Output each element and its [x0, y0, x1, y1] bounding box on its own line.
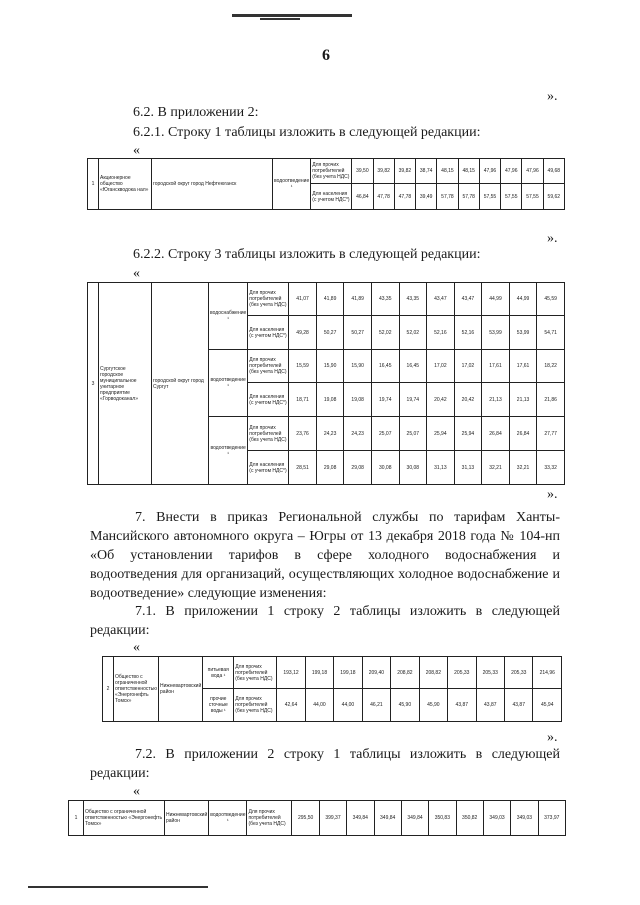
table-cell: 209,40 [362, 657, 390, 689]
paragraph-item-7-2: 7.2. В приложении 2 строку 1 таблицы изложить в следующей редакции: [90, 747, 560, 781]
table-cell: 295,50 [292, 801, 319, 836]
consumer-label: Для населения (с учетом НДС*) [311, 184, 352, 210]
table-cell: 349,03 [511, 801, 538, 836]
scan-artifact [28, 886, 208, 888]
table-cell: 53,99 [509, 316, 537, 350]
table-cell: 57,55 [479, 184, 500, 210]
service: водоснабжение ¹ [209, 283, 248, 350]
table-cell: 17,61 [482, 350, 510, 383]
consumer-label: Для населения (с учетом НДС*) [248, 383, 289, 417]
table-cell: 39,82 [373, 159, 394, 184]
consumer-label: Для прочих потребителей (без учета НДС) [234, 657, 277, 689]
table-cell: 21,13 [482, 383, 510, 417]
table-cell: 24,23 [316, 417, 344, 451]
table-cell: 46,84 [352, 184, 373, 210]
service: водоотведение ¹ [209, 350, 248, 417]
consumer-label: Для прочих потребителей (без учета НДС) [248, 350, 289, 383]
table-cell: 30,08 [399, 451, 427, 485]
table-cell: 50,27 [344, 316, 372, 350]
table-cell: 45,90 [419, 689, 447, 722]
scan-artifact [260, 18, 300, 20]
table-cell: 48,15 [437, 159, 458, 184]
table-cell: 54,71 [537, 316, 565, 350]
table-cell: 43,87 [505, 689, 533, 722]
table-cell: 25,94 [454, 417, 482, 451]
table-cell: 26,84 [509, 417, 537, 451]
table-cell: 47,78 [394, 184, 415, 210]
table-cell: 30,08 [371, 451, 399, 485]
table-cell: 208,82 [419, 657, 447, 689]
table-cell: 44,00 [334, 689, 362, 722]
tariff-table [87, 158, 565, 210]
table-cell: 49,68 [543, 159, 564, 184]
section-heading: 6.2.1. Строку 1 таблицы изложить в следующей редакции: [133, 125, 481, 140]
opening-quote: « [133, 640, 140, 655]
table-cell: 20,42 [427, 383, 455, 417]
service: питьевая вода ¹ [203, 657, 234, 689]
table-cell: 28,51 [289, 451, 317, 485]
table-cell: 23,76 [289, 417, 317, 451]
row-number: 1 [88, 159, 99, 210]
table-cell: 17,61 [509, 350, 537, 383]
page-number: 6 [322, 47, 330, 64]
table-cell: 32,21 [482, 451, 510, 485]
table-cell: 57,55 [501, 184, 522, 210]
table-cell: 19,08 [344, 383, 372, 417]
table-cell: 41,89 [344, 283, 372, 316]
consumer-label: Для прочих потребителей (без учета НДС) [247, 801, 292, 836]
table-cell: 44,99 [482, 283, 510, 316]
table-cell: 43,35 [371, 283, 399, 316]
row-number: 3 [88, 283, 99, 485]
paragraph-item-7: 7. Внести в приказ Региональной службы по тарифам Ханты-Мансийского автономного округа – Югры от 13 декабря 2018 года № 104-нп «Об установлении тарифов в сфере холодного водоснабжения и водоотведения для организаций, осуществляющих холодное водоснабжение и водоотведение» следующие изменения: [90, 510, 560, 601]
table-cell: 53,99 [482, 316, 510, 350]
consumer-label: Для населения (с учетом НДС*) [248, 451, 289, 485]
table-cell: 57,78 [437, 184, 458, 210]
consumer-label: Для населения (с учетом НДС*) [248, 316, 289, 350]
table-cell: 39,50 [352, 159, 373, 184]
table-cell: 52,02 [399, 316, 427, 350]
territory: городской округ город Нефтеюганск [152, 159, 273, 210]
table-cell: 29,08 [316, 451, 344, 485]
table-cell: 349,84 [374, 801, 401, 836]
table-cell: 57,55 [522, 184, 543, 210]
table-cell: 349,84 [347, 801, 374, 836]
table-cell: 19,74 [399, 383, 427, 417]
table-cell: 25,94 [427, 417, 455, 451]
table-cell: 39,82 [394, 159, 415, 184]
section-heading: 6.2.2. Строку 3 таблицы изложить в следующей редакции: [133, 247, 481, 262]
table-cell: 32,21 [509, 451, 537, 485]
consumer-label: Для прочих потребителей (без учета НДС) [234, 689, 277, 722]
table-cell: 399,37 [319, 801, 346, 836]
table-cell: 20,42 [454, 383, 482, 417]
section-heading: 6.2. В приложении 2: [133, 105, 259, 120]
table-cell: 205,33 [505, 657, 533, 689]
paragraph-item-7-1: 7.1. В приложении 1 строку 2 таблицы изложить в следующей редакции: [90, 604, 560, 638]
table-cell: 349,84 [401, 801, 428, 836]
territory: Нижневартовский район [165, 801, 209, 836]
row-number: 2 [103, 657, 114, 722]
table-cell: 18,71 [289, 383, 317, 417]
table-cell: 50,27 [316, 316, 344, 350]
table-cell: 193,12 [277, 657, 305, 689]
table-cell: 27,77 [537, 417, 565, 451]
table-cell: 48,15 [458, 159, 479, 184]
table-cell: 17,02 [427, 350, 455, 383]
scan-artifact [232, 14, 352, 17]
table-cell: 43,47 [454, 283, 482, 316]
table-cell: 43,87 [476, 689, 504, 722]
closing-quote: ». [547, 487, 558, 502]
opening-quote: « [133, 784, 140, 799]
row-number: 1 [69, 801, 84, 836]
table-cell: 205,33 [448, 657, 476, 689]
table-cell: 45,90 [391, 689, 419, 722]
table-cell: 47,96 [479, 159, 500, 184]
table-cell: 31,13 [454, 451, 482, 485]
table-cell: 29,08 [344, 451, 372, 485]
org-name: Сургутское городское муниципальное унитарное предприятие «Горводоканал» [99, 283, 152, 485]
consumer-label: Для прочих потребителей (без учета НДС) [248, 283, 289, 316]
consumer-label: Для прочих потребителей (без учета НДС) [311, 159, 352, 184]
consumer-label: Для прочих потребителей (без учета НДС) [248, 417, 289, 451]
table-cell: 25,07 [399, 417, 427, 451]
table-cell: 43,47 [427, 283, 455, 316]
table-cell: 31,13 [427, 451, 455, 485]
table-cell: 19,08 [316, 383, 344, 417]
table-cell: 17,02 [454, 350, 482, 383]
opening-quote: « [133, 143, 140, 158]
service: водоотведение ¹ [209, 417, 248, 485]
table-cell: 49,28 [289, 316, 317, 350]
closing-quote: ». [547, 89, 558, 104]
table-cell: 47,96 [522, 159, 543, 184]
table-cell: 16,45 [399, 350, 427, 383]
table-cell: 43,35 [399, 283, 427, 316]
table-cell: 205,33 [476, 657, 504, 689]
table-cell: 52,02 [371, 316, 399, 350]
table-cell: 15,90 [344, 350, 372, 383]
opening-quote: « [133, 266, 140, 281]
table-cell: 199,18 [305, 657, 333, 689]
org-name: Акционерное общество «Юганскводока нал» [99, 159, 152, 210]
table-cell: 59,62 [543, 184, 564, 210]
tariff-table [102, 656, 562, 722]
table-cell: 208,82 [391, 657, 419, 689]
table-cell: 349,03 [483, 801, 510, 836]
table-cell: 214,96 [533, 657, 562, 689]
table-cell: 41,07 [289, 283, 317, 316]
table-cell: 45,94 [533, 689, 562, 722]
table-cell: 44,00 [305, 689, 333, 722]
closing-quote: ». [547, 231, 558, 246]
table-cell: 350,83 [429, 801, 456, 836]
territory: Нижневартовский район [159, 657, 203, 722]
table-cell: 46,21 [362, 689, 390, 722]
table-cell: 373,97 [538, 801, 565, 836]
table-cell: 18,22 [537, 350, 565, 383]
table-cell: 43,87 [448, 689, 476, 722]
service: водоотведение ¹ [273, 159, 311, 210]
table-cell: 47,96 [501, 159, 522, 184]
table-cell: 199,18 [334, 657, 362, 689]
table-cell: 33,32 [537, 451, 565, 485]
table-cell: 19,74 [371, 383, 399, 417]
table-cell: 45,59 [537, 283, 565, 316]
table-cell: 15,90 [316, 350, 344, 383]
territory: городской округ город Сургут [152, 283, 209, 485]
table-cell: 38,74 [416, 159, 437, 184]
tariff-table [68, 800, 566, 836]
table-cell: 26,84 [482, 417, 510, 451]
service: водоотведение ¹ [209, 801, 247, 836]
service: прочие сточные воды ¹ [203, 689, 234, 722]
tariff-table [87, 282, 565, 485]
table-cell: 350,82 [456, 801, 483, 836]
table-cell: 42,64 [277, 689, 305, 722]
table-cell: 15,59 [289, 350, 317, 383]
table-cell: 21,13 [509, 383, 537, 417]
table-cell: 44,99 [509, 283, 537, 316]
org-name: Общество с ограниченной ответственностью «Энергонефть Томск» [114, 657, 159, 722]
table-cell: 24,23 [344, 417, 372, 451]
table-cell: 41,89 [316, 283, 344, 316]
table-cell: 21,86 [537, 383, 565, 417]
table-cell: 16,45 [371, 350, 399, 383]
table-cell: 25,07 [371, 417, 399, 451]
table-cell: 52,16 [454, 316, 482, 350]
closing-quote: ». [547, 730, 558, 745]
org-name: Общество с ограниченной ответственностью «Энергонефть Томск» [84, 801, 165, 836]
table-cell: 57,78 [458, 184, 479, 210]
table-cell: 39,49 [416, 184, 437, 210]
table-cell: 52,16 [427, 316, 455, 350]
table-cell: 47,78 [373, 184, 394, 210]
